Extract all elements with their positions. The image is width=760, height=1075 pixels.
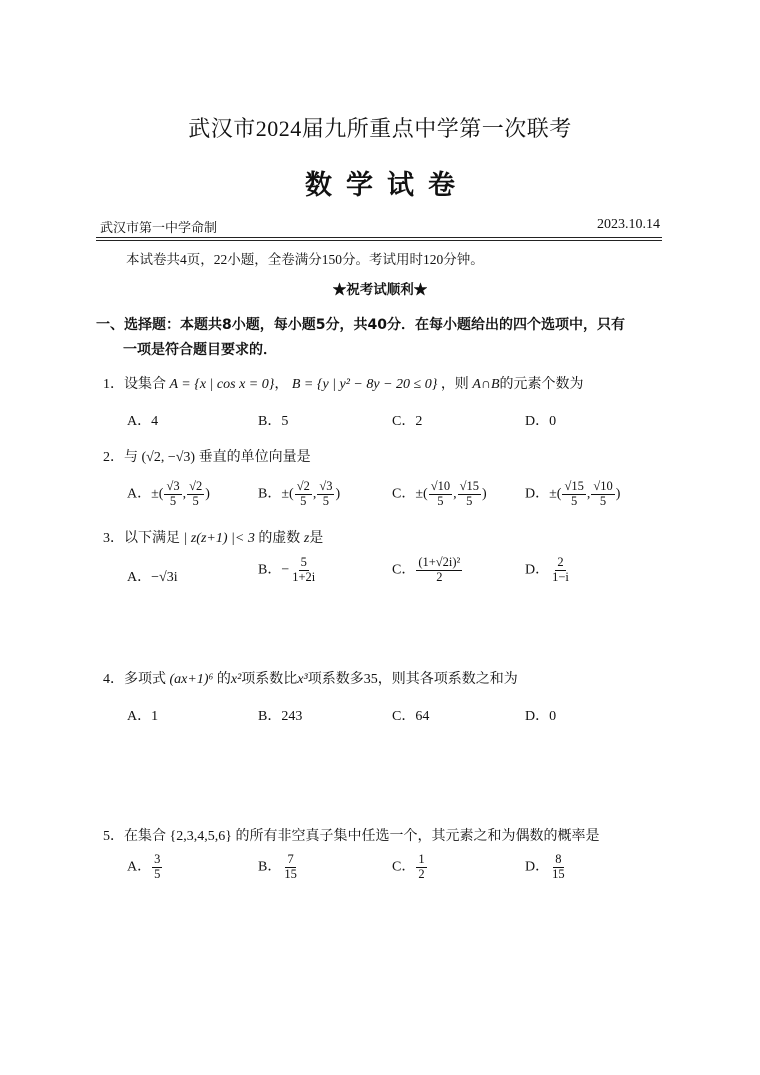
question-3-option-d: D． $\frac{2}{1-i}$: [525, 555, 569, 584]
fraction: $\frac{√3}{5}$: [319, 479, 333, 508]
question-3-option-a: A．−√3i: [127, 570, 178, 585]
term-x3: x³: [297, 672, 308, 687]
question-4-option-c: C．64: [392, 709, 430, 724]
exam-notice: 本试卷共4页，22小题，全卷满分150分。考试用时120分钟。: [126, 252, 484, 267]
fraction: $\frac{√3}{5}$: [166, 479, 180, 508]
question-2-option-b: B．±( $\frac{√2}{5}$ , $\frac{√3}{5}$ ): [258, 479, 341, 508]
question-3-stem: 3．以下满足 | z(z+1) |< 3 的虚数 z是: [103, 531, 324, 546]
exam-wish: ★祝考试顺利★: [332, 282, 428, 297]
fraction: $\frac{1}{2}$: [418, 852, 425, 881]
fraction: $\frac{2}{1-i}$: [552, 555, 569, 584]
fraction: $\frac{√15}{5}$: [459, 479, 479, 508]
fraction: $\frac{7}{15}$: [284, 852, 297, 881]
fraction: $\frac{√15}{5}$: [564, 479, 584, 508]
header-rule-thick: [96, 240, 662, 241]
question-3-option-c: C． $\frac{\text{(1+√2i)²}}{2}$: [392, 555, 461, 584]
question-1-option-d: D．0: [525, 414, 557, 429]
exam-title: 武汉市2024届九所重点中学第一次联考: [188, 116, 572, 141]
question-2-option-d: D．±( $\frac{√15}{5}$ , $\frac{√10}{5}$ ): [525, 479, 621, 508]
question-5-option-b: B． $\frac{7}{15}$: [258, 852, 297, 881]
fraction: $\frac{√2}{5}$: [296, 479, 310, 508]
exam-subject: 数学试卷: [305, 170, 469, 200]
question-4-option-d: D．0: [525, 709, 557, 724]
fraction: $\frac{\text{(1+√2i)²}}{2}$: [418, 555, 461, 584]
vector-expression: (√2, −√3): [141, 450, 196, 465]
set-expression: {2,3,4,5,6}: [169, 829, 232, 844]
fraction: $\frac{3}{5}$: [154, 852, 161, 881]
question-1-option-a: A．4: [127, 414, 159, 429]
question-3-option-b: B．− $\frac{5}{1+2i}$: [258, 555, 316, 584]
header-rule-thin: [96, 237, 662, 238]
fraction: $\frac{5}{1+2i}$: [292, 555, 316, 584]
question-2-stem: 2．与 (√2, −√3) 垂直的单位向量是: [103, 450, 311, 465]
question-2-option-a: A．±( $\frac{√3}{5}$ , $\frac{√2}{5}$ ): [127, 479, 210, 508]
modulus-condition: | z(z+1) |< 3: [183, 531, 255, 546]
fraction: $\frac{√10}{5}$: [430, 479, 451, 508]
set-a-expression: A = {x | cos x = 0}: [169, 377, 275, 392]
question-2-option-c: C．±( $\frac{√10}{5}$ , $\frac{√15}{5}$ ): [392, 479, 487, 508]
question-1-option-c: C．2: [392, 414, 423, 429]
fraction: $\frac{8}{15}$: [552, 852, 565, 881]
question-4-stem: 4．多项式 (ax+1)⁶ 的x²项系数比x³项系数多35，则其各项系数之和为: [103, 672, 518, 687]
question-1-stem: 1．设集合 A = {x | cos x = 0}， B = {y | y² − 8y − 20 ≤ 0} ，则 A∩B的元素个数为: [103, 377, 584, 392]
question-4-option-b: B．243: [258, 709, 303, 724]
fraction: $\frac{√10}{5}$: [593, 479, 613, 508]
set-b-expression: B = {y | y² − 8y − 20 ≤ 0}: [291, 377, 438, 392]
term-x2: x²: [230, 672, 242, 687]
question-1-option-b: B．5: [258, 414, 289, 429]
question-5-option-c: C． $\frac{1}{2}$: [392, 852, 425, 881]
fraction: $\frac{√2}{5}$: [189, 479, 203, 508]
question-5-option-d: D． $\frac{8}{15}$: [525, 852, 565, 881]
section-heading-line1: 一、选择题：本题共8小题，每小题5分，共40分．在每小题给出的四个选项中，只有: [96, 317, 625, 333]
exam-date: 2023.10.14: [597, 217, 660, 232]
question-5-option-a: A． $\frac{3}{5}$: [127, 852, 161, 881]
intersection-expression: A∩B: [472, 377, 500, 392]
polynomial-expression: (ax+1)⁶: [169, 672, 214, 687]
section-heading-line2: 一项是符合题目要求的．: [123, 342, 277, 358]
question-4-option-a: A．1: [127, 709, 159, 724]
variable-z: z: [303, 531, 310, 546]
question-5-stem: 5．在集合 {2,3,4,5,6} 的所有非空真子集中任选一个，其元素之和为偶数的概率是: [103, 829, 600, 844]
exam-author-org: 武汉市第一中学命制: [100, 220, 218, 235]
